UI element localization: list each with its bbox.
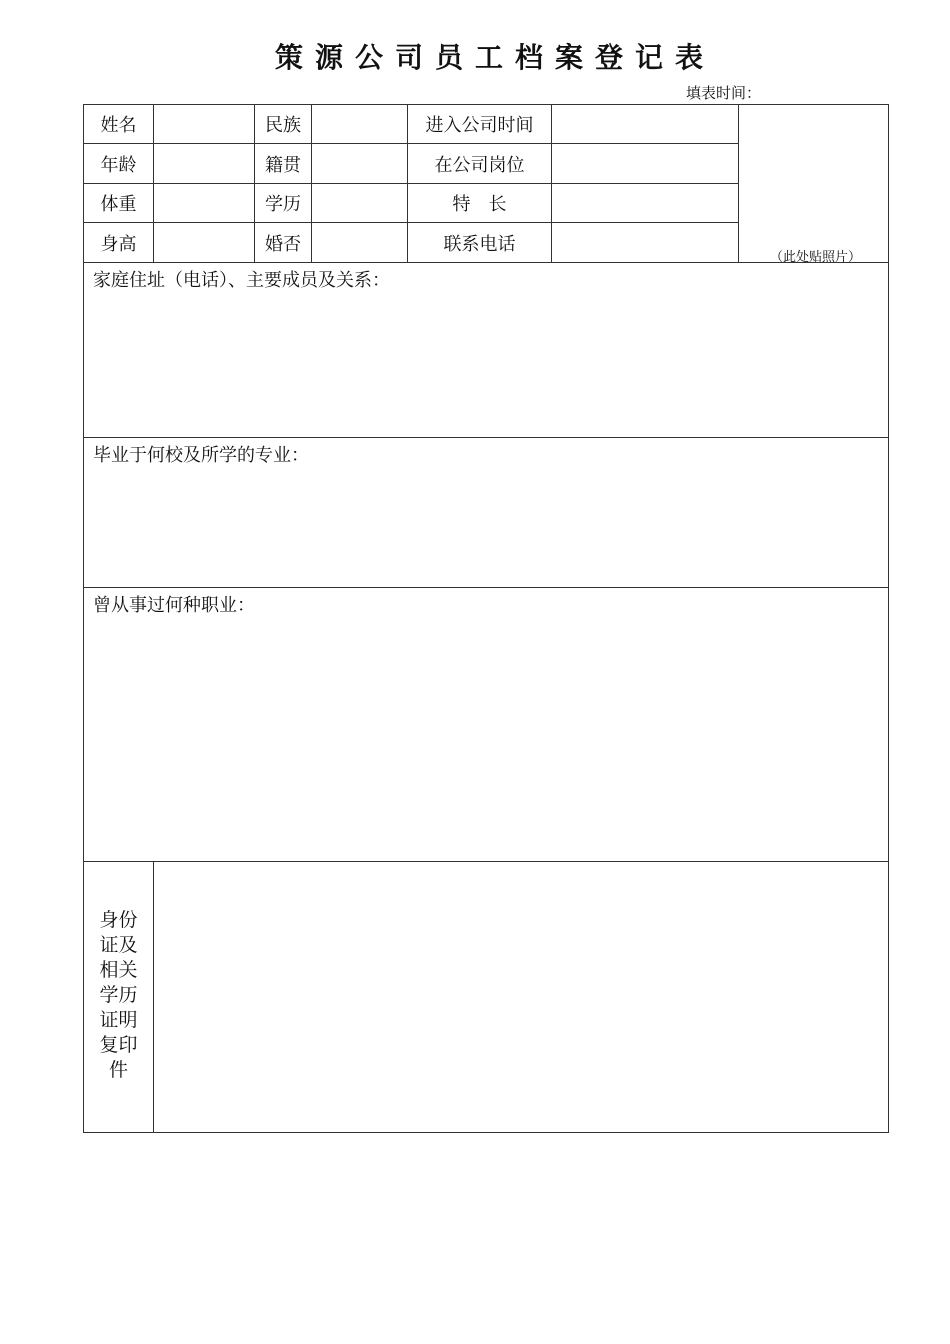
career-field[interactable] <box>84 617 888 861</box>
family-field[interactable] <box>84 292 888 437</box>
id-copy-label <box>84 908 153 1083</box>
education-section-label: 毕业于何校及所学的专业： <box>93 445 309 466</box>
label-phone: 联系电话 <box>443 233 516 255</box>
label-specialty: 特 长 <box>452 194 507 215</box>
age-field[interactable] <box>154 144 254 183</box>
label-join-date: 进入公司时间 <box>425 115 534 136</box>
id-copy-label-line: 证明 <box>99 1009 138 1031</box>
career-section-label: 曾从事过何种职业： <box>93 595 255 616</box>
label-native-place: 籍贯 <box>265 154 301 176</box>
school-major-field[interactable] <box>84 467 888 587</box>
name-field[interactable] <box>154 105 254 143</box>
label-name: 姓名 <box>100 115 137 136</box>
photo-note: （此处贴照片） <box>770 250 862 265</box>
label-age: 年龄 <box>100 154 137 176</box>
id-copy-area[interactable] <box>154 862 888 1132</box>
height-field[interactable] <box>154 223 254 262</box>
photo-area[interactable] <box>739 105 888 262</box>
id-copy-label-line: 件 <box>108 1059 128 1081</box>
label-position: 在公司岗位 <box>434 154 525 176</box>
id-copy-label-line: 证及 <box>99 934 138 956</box>
marital-field[interactable] <box>312 223 407 262</box>
label-education: 学历 <box>265 194 301 215</box>
label-marital: 婚否 <box>265 233 301 255</box>
join-date-field[interactable] <box>552 105 738 143</box>
fill-time-label: 填表时间： <box>686 84 762 102</box>
ethnicity-field[interactable] <box>312 105 407 143</box>
id-copy-label-line: 学历 <box>99 984 138 1006</box>
id-copy-label-line: 复印 <box>99 1034 138 1056</box>
position-field[interactable] <box>552 144 738 183</box>
label-ethnicity: 民族 <box>265 115 301 136</box>
id-copy-label-line: 相关 <box>99 959 138 981</box>
id-copy-label-line: 身份 <box>99 909 138 931</box>
phone-field[interactable] <box>552 223 738 262</box>
education-field[interactable] <box>312 184 407 222</box>
specialty-field[interactable] <box>552 184 738 222</box>
native-place-field[interactable] <box>312 144 407 183</box>
label-weight: 体重 <box>100 194 137 215</box>
form-title: 策源公司员工档案登记表 <box>274 41 715 74</box>
label-height: 身高 <box>100 233 137 255</box>
family-section-label: 家庭住址（电话）、主要成员及关系： <box>93 270 390 291</box>
weight-field[interactable] <box>154 184 254 222</box>
